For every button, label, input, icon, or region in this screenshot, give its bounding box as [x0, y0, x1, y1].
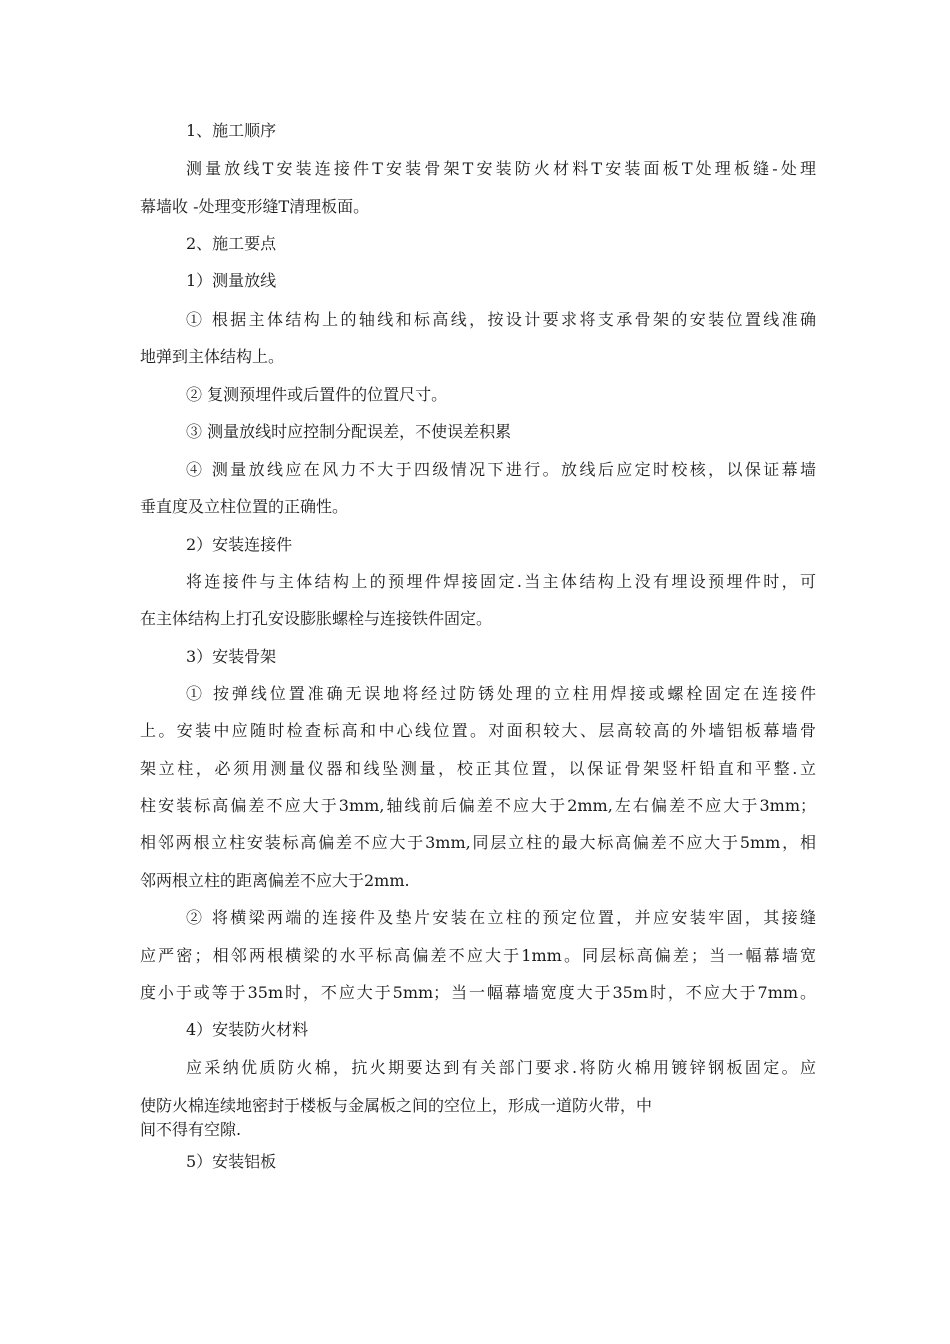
paragraph-line: 相邻两根立柱安装标高偏差不应大于3mm,同层立柱的最大标高偏差不应大于5mm，相 [140, 833, 816, 852]
subsection-heading: 4）安装防火材料 [186, 1020, 309, 1039]
subsection-heading: 3）安装骨架 [186, 647, 277, 666]
paragraph-line: ② 复测预埋件或后置件的位置尺寸。 [186, 385, 448, 404]
paragraph-line: 柱安装标高偏差不应大于3mm,轴线前后偏差不应大于2mm,左右偏差不应大于3mm； [140, 796, 816, 815]
section-heading: 2、施工要点 [186, 234, 277, 253]
paragraph-line: ① 按弹线位置准确无误地将经过防锈处理的立柱用焊接或螺栓固定在连接件 [186, 684, 816, 703]
paragraph-line: 邻两根立柱的距离偏差不应大于2mm. [140, 871, 410, 890]
paragraph-line: 应严密；相邻两根横梁的水平标高偏差不应大于1mm。同层标高偏差；当一幅幕墙宽 [140, 946, 816, 965]
paragraph-line: 幕墙收 -处理变形缝T清理板面。 [140, 197, 370, 216]
paragraph-line: 度小于或等于35m时，不应大于5mm；当一幅幕墙宽度大于35m时，不应大于7mm。 [140, 983, 816, 1002]
section-heading: 1、施工顺序 [186, 121, 277, 140]
paragraph-line: 将连接件与主体结构上的预埋件焊接固定.当主体结构上没有埋设预埋件时，可 [186, 572, 816, 591]
paragraph-line: 架立柱，必须用测量仪器和线坠测量，校正其位置，以保证骨架竖杆铅直和平整.立 [140, 759, 816, 778]
paragraph-line: ① 根据主体结构上的轴线和标高线，按设计要求将支承骨架的安装位置线准确 [186, 310, 816, 329]
paragraph-line: 在主体结构上打孔安设膨胀螺栓与连接铁件固定。 [140, 609, 493, 628]
paragraph-line: 使防火棉连续地密封于楼板与金属板之间的空位上，形成一道防火带，中 [140, 1096, 653, 1115]
subsection-heading: 1）测量放线 [186, 271, 277, 290]
paragraph-line: 间不得有空隙. [140, 1120, 242, 1139]
subsection-heading: 2）安装连接件 [186, 535, 293, 554]
paragraph-line: ② 将横梁两端的连接件及垫片安装在立柱的预定位置，并应安装牢固，其接缝 [186, 908, 816, 927]
subsection-heading: 5）安装铝板 [186, 1152, 277, 1171]
paragraph-line: 上。安装中应随时检查标高和中心线位置。对面积较大、层高较高的外墙铝板幕墙骨 [140, 721, 816, 740]
paragraph-line: 测量放线T安装连接件T安装骨架T安装防火材料T安装面板T处理板缝-处理 [186, 159, 816, 178]
paragraph-line: ③ 测量放线时应控制分配误差，不使误差积累 [186, 422, 512, 441]
paragraph-line: 垂直度及立柱位置的正确性。 [140, 497, 349, 516]
paragraph-line: ④ 测量放线应在风力不大于四级情况下进行。放线后应定时校核，以保证幕墙 [186, 460, 816, 479]
paragraph-line: 地弹到主体结构上。 [140, 347, 285, 366]
paragraph-line: 应采纳优质防火棉，抗火期要达到有关部门要求.将防火棉用镀锌钢板固定。应 [186, 1058, 816, 1077]
